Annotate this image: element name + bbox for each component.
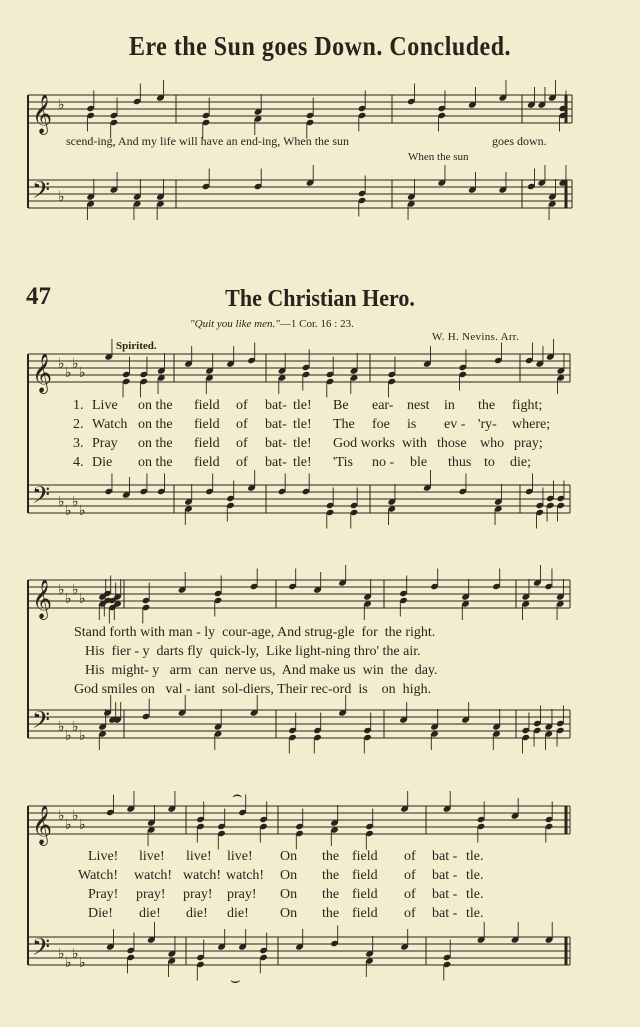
verse-word: ble — [410, 455, 428, 470]
verse-word: Watch — [92, 417, 128, 432]
chorus-word: pray! — [183, 887, 213, 902]
chorus-word: On — [280, 906, 298, 921]
chorus-word: bat - — [432, 868, 458, 883]
flat-icon: ♭ — [79, 503, 86, 519]
flat-icon: ♭ — [72, 719, 79, 735]
treble-clef-icon: 𝄞 — [32, 579, 53, 619]
verse-word: tle! — [293, 436, 312, 451]
chorus-word: die! — [227, 906, 249, 921]
verse-word: those — [437, 436, 467, 451]
verse-1-line-2: Stand forth with man - ly cour-age, And strug-gle for the right. — [74, 625, 436, 640]
chorus-word: die! — [186, 906, 208, 921]
chorus-word: field — [352, 868, 378, 883]
verse-word: 'ry- — [478, 417, 497, 432]
flat-icon: ♭ — [79, 365, 86, 381]
chorus-word: Live! — [88, 849, 119, 864]
verse-word: the — [478, 398, 496, 413]
chorus-word: the — [322, 906, 340, 921]
verse-word: thus — [448, 455, 472, 470]
verse-word: Die — [92, 455, 113, 470]
verse-word: God works — [333, 436, 395, 451]
verse-word: bat- — [265, 398, 287, 413]
chorus-word: live! — [227, 849, 253, 864]
verse-word: of — [236, 417, 248, 432]
flat-icon: ♭ — [65, 817, 72, 833]
verse-word: fight; — [512, 398, 543, 413]
flat-icon: ♭ — [58, 97, 65, 113]
verse-word: field — [194, 455, 220, 470]
verse-word: foe — [372, 417, 390, 432]
verse-word: 1. — [73, 398, 84, 413]
verse-word: of — [236, 455, 248, 470]
hymn-title: The Christian Hero. — [225, 283, 415, 312]
verse-3-line-1 — [0, 436, 640, 454]
chorus-word: On — [280, 887, 298, 902]
verse-word: Be — [333, 398, 349, 413]
chorus-word: tle. — [466, 887, 484, 902]
verse-4-line-1 — [0, 455, 640, 473]
chorus-word: pray! — [227, 887, 257, 902]
verse-3-line-2: His might- y arm can nerve us, And make us win the day. — [85, 663, 438, 678]
flat-icon: ♭ — [65, 365, 72, 381]
bass-clef-icon: 𝄢 — [32, 176, 51, 209]
verse-word: is — [407, 417, 417, 432]
verse-word: bat- — [265, 455, 287, 470]
flat-icon: ♭ — [65, 591, 72, 607]
tempo-marking: Spirited. — [116, 340, 157, 352]
chorus-word: tle. — [466, 906, 484, 921]
flat-icon: ♭ — [58, 189, 65, 205]
flat-icon: ♭ — [58, 494, 65, 510]
verse-word: on the — [138, 417, 173, 432]
verse-word: on the — [138, 455, 173, 470]
treble-clef-icon: 𝄞 — [32, 353, 53, 393]
verse-word: tle! — [293, 398, 312, 413]
bass-clef-icon: 𝄢 — [32, 933, 51, 966]
verse-word: 'Tis — [333, 455, 353, 470]
composer-credit: W. H. Nevins. Arr. — [432, 331, 520, 343]
verse-word: nest — [407, 398, 430, 413]
verse-word: ear- — [372, 398, 394, 413]
chorus-verse-1 — [0, 849, 640, 867]
flat-icon: ♭ — [72, 494, 79, 510]
bass-clef-icon: 𝄢 — [32, 706, 51, 739]
verse-word: with — [402, 436, 427, 451]
verse-word: Pray — [92, 436, 118, 451]
chorus-word: bat - — [432, 887, 458, 902]
hymn-number: 47 — [26, 283, 51, 310]
chorus-word: watch! — [134, 868, 173, 883]
verse-word: field — [194, 398, 220, 413]
verse-word: of — [236, 398, 248, 413]
verse-4-line-2: God smiles on val - iant sol-diers, Their rec-ord is on high. — [74, 682, 432, 697]
verse-2-line-2: His fier - y darts fly quick-ly, Like light-ning thro' the air. — [85, 644, 421, 659]
scripture-quote: "Quit you like men." — [190, 318, 280, 330]
chorus-word: field — [352, 887, 378, 902]
flat-icon: ♭ — [65, 955, 72, 971]
verse-word: in — [444, 398, 455, 413]
chorus-word: field — [352, 906, 378, 921]
chorus-word: bat - — [432, 849, 458, 864]
verse-word: to — [484, 455, 495, 470]
verse-word: tle! — [293, 417, 312, 432]
verse-word: The — [333, 417, 355, 432]
scripture-ref: —1 Cor. 16 : 23. — [279, 318, 354, 330]
chorus-word: the — [322, 868, 340, 883]
flat-icon: ♭ — [72, 808, 79, 824]
chorus-word: Die! — [88, 906, 113, 921]
flat-icon: ♭ — [79, 591, 86, 607]
chorus-word: of — [404, 868, 416, 883]
verse-word: bat- — [265, 417, 287, 432]
previous-hymn-title: Ere the Sun goes Down. Concluded. — [128, 31, 512, 62]
chorus-word: watch! — [183, 868, 222, 883]
chorus-word: live! — [139, 849, 165, 864]
verse-2-line-1 — [0, 417, 640, 435]
flat-icon: ♭ — [79, 955, 86, 971]
flat-icon: ♭ — [58, 719, 65, 735]
flat-icon: ♭ — [58, 946, 65, 962]
flat-icon: ♭ — [58, 582, 65, 598]
treble-clef-icon: 𝄞 — [32, 94, 53, 134]
fermata-icon: ⌢ — [232, 785, 243, 804]
previous-lyric: scend-ing, And my life will have an end-ing, When the sun — [66, 134, 350, 148]
bass-clef-icon: 𝄢 — [32, 481, 51, 514]
chorus-word: Pray! — [88, 887, 119, 902]
chorus-word: tle. — [466, 849, 484, 864]
verse-word: on the — [138, 398, 173, 413]
verse-word: no - — [372, 455, 395, 470]
chorus-word: pray! — [136, 887, 166, 902]
chorus-word: the — [322, 849, 340, 864]
chorus-word: the — [322, 887, 340, 902]
fermata-icon: ⌣ — [230, 970, 241, 989]
chorus-word: of — [404, 887, 416, 902]
flat-icon: ♭ — [58, 356, 65, 372]
chorus-word: On — [280, 868, 298, 883]
flat-icon: ♭ — [72, 356, 79, 372]
verse-word: bat- — [265, 436, 287, 451]
verse-word: ev - — [444, 417, 466, 432]
chorus-word: bat - — [432, 906, 458, 921]
verse-1-line-1 — [0, 398, 640, 416]
flat-icon: ♭ — [65, 728, 72, 744]
flat-icon: ♭ — [72, 582, 79, 598]
chorus-word: of — [404, 906, 416, 921]
previous-lyric-end: goes down. — [492, 134, 547, 148]
verse-word: who — [480, 436, 505, 451]
chorus-verse-2 — [0, 868, 640, 886]
verse-word: where; — [512, 417, 551, 432]
chorus-word: watch! — [226, 868, 265, 883]
flat-icon: ♭ — [79, 728, 86, 744]
verse-word: Live — [92, 398, 118, 413]
previous-bass-lyric: When the sun — [408, 151, 469, 163]
verse-word: field — [194, 436, 220, 451]
treble-clef-icon: 𝄞 — [32, 805, 53, 845]
chorus-verse-4 — [0, 906, 640, 924]
verse-word: on the — [138, 436, 173, 451]
chorus-word: Watch! — [78, 868, 119, 883]
flat-icon: ♭ — [72, 946, 79, 962]
verse-word: field — [194, 417, 220, 432]
flat-icon: ♭ — [79, 817, 86, 833]
chorus-verse-3 — [0, 887, 640, 905]
flat-icon: ♭ — [65, 503, 72, 519]
verse-word: pray; — [514, 436, 543, 451]
chorus-word: of — [404, 849, 416, 864]
flat-icon: ♭ — [58, 808, 65, 824]
chorus-word: On — [280, 849, 298, 864]
chorus-word: tle. — [466, 868, 484, 883]
verse-word: 4. — [73, 455, 84, 470]
verse-word: 2. — [73, 417, 84, 432]
verse-word: 3. — [73, 436, 84, 451]
verse-word: tle! — [293, 455, 312, 470]
chorus-word: field — [352, 849, 378, 864]
verse-word: die; — [510, 455, 531, 470]
chorus-word: die! — [139, 906, 161, 921]
verse-word: of — [236, 436, 248, 451]
scripture-reference — [190, 318, 354, 330]
chorus-word: live! — [186, 849, 212, 864]
